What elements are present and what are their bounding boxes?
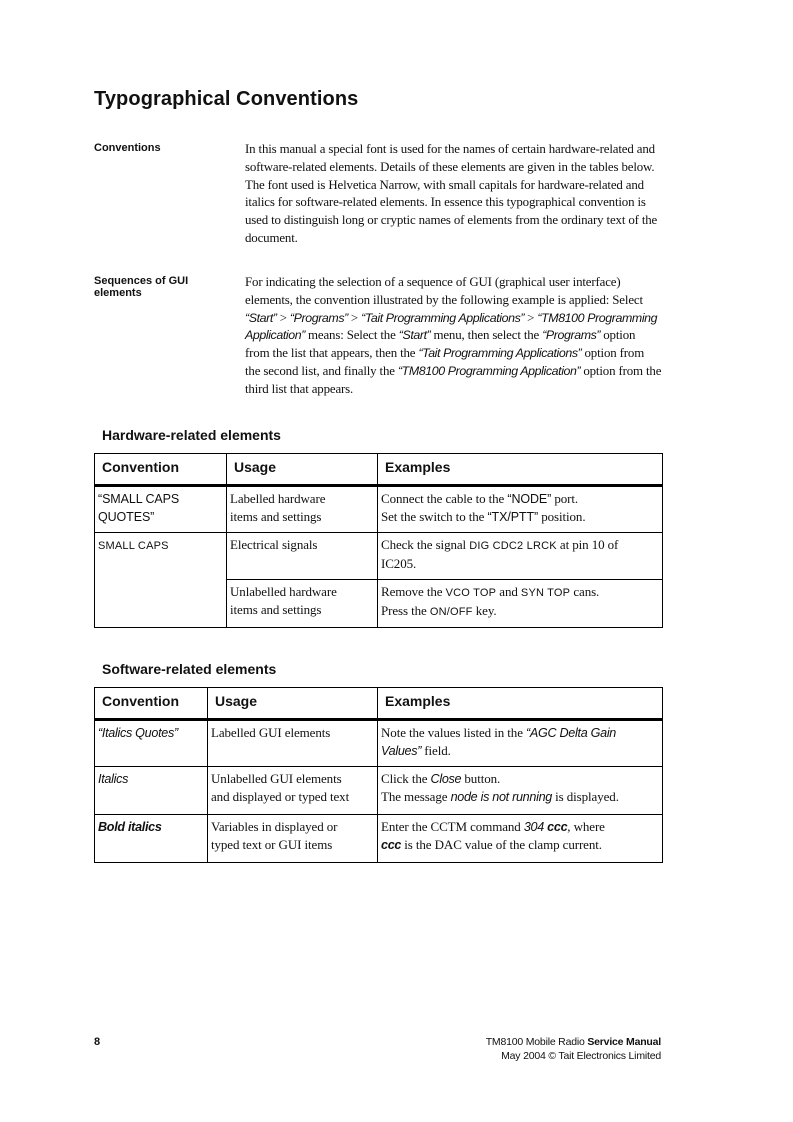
example-cell	[378, 533, 663, 580]
sequences-section	[94, 275, 662, 400]
convention-value: SMALL CAPS	[98, 540, 169, 552]
example-bold-italic: ccc	[381, 838, 402, 852]
usage-cell	[227, 533, 378, 580]
conventions-label: Conventions	[94, 142, 161, 154]
convention-value: Bold italics	[98, 820, 162, 834]
seq-text-2: means: Select the	[304, 328, 399, 343]
seq-text-5: option from the second list, and finally the	[245, 346, 645, 378]
usage-line: Labelled GUI elements	[211, 725, 331, 740]
seq-text-1: For indicating the selection of a sequence of GUI (graphical user interface) elements, the convention illustrated by the following example is applied: Select	[245, 275, 643, 307]
table-row	[95, 486, 663, 533]
column-header: Convention	[95, 454, 227, 486]
example-smallcaps: VCO TOP	[445, 587, 497, 599]
usage-line: Unlabelled hardware	[230, 584, 337, 599]
example-text: Click the	[381, 771, 431, 786]
usage-line: and displayed or typed text	[211, 789, 350, 804]
example-smallcaps: “NODE”	[507, 492, 552, 506]
page-title: Typographical Conventions	[94, 88, 359, 110]
sep-2: >	[347, 310, 362, 325]
gui-tm8100-app: “TM8100 Programming Application”	[245, 310, 658, 343]
example-smallcaps: SYN TOP	[520, 587, 571, 599]
sep-1: >	[276, 310, 290, 325]
example-text: Connect the cable to the	[381, 491, 508, 506]
conventions-section	[94, 142, 662, 252]
column-header: Convention	[95, 688, 208, 720]
usage-cell	[227, 580, 378, 628]
table-row	[95, 720, 663, 767]
example-line	[381, 788, 658, 806]
usage-line: Electrical signals	[230, 537, 318, 552]
example-line	[381, 742, 658, 760]
seq-text-4: option from the list that appears, then the	[245, 328, 636, 361]
usage-cell	[208, 815, 378, 863]
example-text: , where	[567, 819, 605, 834]
gui-tait-apps-2: “Tait Programming Applications”	[418, 346, 582, 361]
column-header: Examples	[378, 688, 663, 720]
sequences-text	[245, 274, 662, 399]
convention-cell	[95, 815, 208, 863]
example-line	[381, 508, 658, 526]
column-header: Usage	[227, 454, 378, 486]
example-italic: Close	[430, 772, 462, 786]
example-text: position.	[538, 509, 586, 524]
example-line	[381, 536, 658, 555]
sep-3: >	[524, 310, 538, 325]
example-text: button.	[461, 771, 501, 786]
column-header: Examples	[378, 454, 663, 486]
hardware-table	[94, 453, 663, 628]
seq-text-6: option from the third list that appears.	[245, 363, 662, 396]
example-line	[381, 724, 658, 742]
footer-date-line: May 2004 © Tait Electronics Limited	[501, 1050, 661, 1062]
gui-start-2: “Start”	[398, 328, 431, 343]
page-number: 8	[94, 1036, 101, 1048]
example-text: is the DAC value of the clamp current.	[401, 837, 602, 852]
example-line	[381, 490, 658, 508]
example-text: field.	[421, 743, 451, 758]
example-cell	[378, 815, 663, 863]
example-smallcaps: ON/OFF	[429, 606, 473, 618]
usage-line: Unlabelled GUI elements	[211, 771, 342, 786]
example-text: Check the signal	[381, 537, 470, 552]
example-cell	[378, 720, 663, 767]
usage-line: items and settings	[230, 602, 322, 617]
example-text: Set the switch to the	[381, 509, 488, 524]
software-table	[94, 687, 663, 863]
sequences-label	[94, 275, 234, 299]
gui-tm8100-app-2: “TM8100 Programming Application”	[397, 363, 581, 378]
usage-line: Labelled hardware	[230, 491, 326, 506]
example-text: Remove the	[381, 584, 446, 599]
example-smallcaps: “TX/PTT”	[487, 510, 539, 524]
conventions-text: In this manual a special font is used for the names of certain hardware-related and software-related elements. Details of these elements are given in the tables below. The font used is Helvetica Narrow, with small capitals for hardware-related and italics for software-related elements. In essence this typographical convention is used to distinguish long or cryptic names of elements from the ordinary text of the document.	[245, 142, 658, 245]
example-text: key.	[472, 603, 497, 618]
convention-cell	[95, 533, 227, 628]
software-table-heading: Software-related elements	[102, 661, 277, 677]
usage-line: typed text or GUI items	[211, 837, 333, 852]
convention-cell	[95, 767, 208, 815]
example-bold-italic: ccc	[547, 820, 568, 834]
hardware-table-heading: Hardware-related elements	[102, 427, 281, 443]
gui-programs: “Programs”	[289, 310, 348, 325]
convention-value: “Italics Quotes”	[98, 726, 178, 740]
footer-manual-name: TM8100 Mobile Radio	[485, 1036, 588, 1048]
footer-info	[486, 1035, 661, 1063]
convention-value: Italics	[98, 772, 129, 786]
example-line	[381, 836, 658, 854]
convention-cell	[95, 486, 227, 533]
usage-line: items and settings	[230, 509, 322, 524]
example-line	[381, 602, 658, 621]
seq-text-3: menu, then select the	[430, 328, 543, 343]
usage-cell	[208, 720, 378, 767]
example-cell	[378, 767, 663, 815]
table-row	[95, 815, 663, 863]
example-text: cans.	[570, 584, 600, 599]
usage-cell	[227, 486, 378, 533]
example-line	[381, 818, 658, 836]
example-italic: node is not running	[450, 790, 552, 804]
example-text: Press the	[381, 603, 430, 618]
example-text: is displayed.	[552, 789, 619, 804]
example-text: at pin 10 of	[556, 537, 619, 552]
example-text: Enter the CCTM command	[381, 819, 524, 834]
example-line: IC205.	[381, 556, 417, 571]
example-italic: 304	[523, 820, 548, 834]
example-cell	[378, 486, 663, 533]
example-smallcaps: DIG CDC2 LRCK	[469, 540, 557, 552]
usage-cell	[208, 767, 378, 815]
sequences-label-line2: elements	[94, 287, 142, 299]
column-header: Usage	[208, 688, 378, 720]
gui-start: “Start”	[245, 310, 277, 325]
usage-line: Variables in displayed or	[211, 819, 338, 834]
example-line	[381, 583, 658, 602]
gui-programs-2: “Programs”	[542, 328, 601, 343]
footer-manual-bold: Service Manual	[587, 1036, 661, 1048]
table-header-row	[95, 688, 663, 720]
example-text: Note the values listed in the	[381, 725, 527, 740]
table-row	[95, 767, 663, 815]
example-text: port.	[551, 491, 579, 506]
example-cell	[378, 580, 663, 628]
example-line	[381, 770, 658, 788]
example-text: and	[496, 584, 521, 599]
table-row	[95, 533, 663, 580]
example-text: The message	[381, 789, 451, 804]
example-italic: “AGC Delta Gain	[526, 726, 617, 740]
example-italic: Values”	[381, 744, 422, 758]
convention-cell	[95, 720, 208, 767]
gui-tait-apps: “Tait Programming Applications”	[361, 310, 525, 325]
table-header-row	[95, 454, 663, 486]
convention-value: “SMALL CAPS QUOTES”	[98, 492, 180, 524]
footer-manual-line	[486, 1035, 661, 1049]
sequences-label-line1: Sequences of GUI	[94, 275, 189, 287]
